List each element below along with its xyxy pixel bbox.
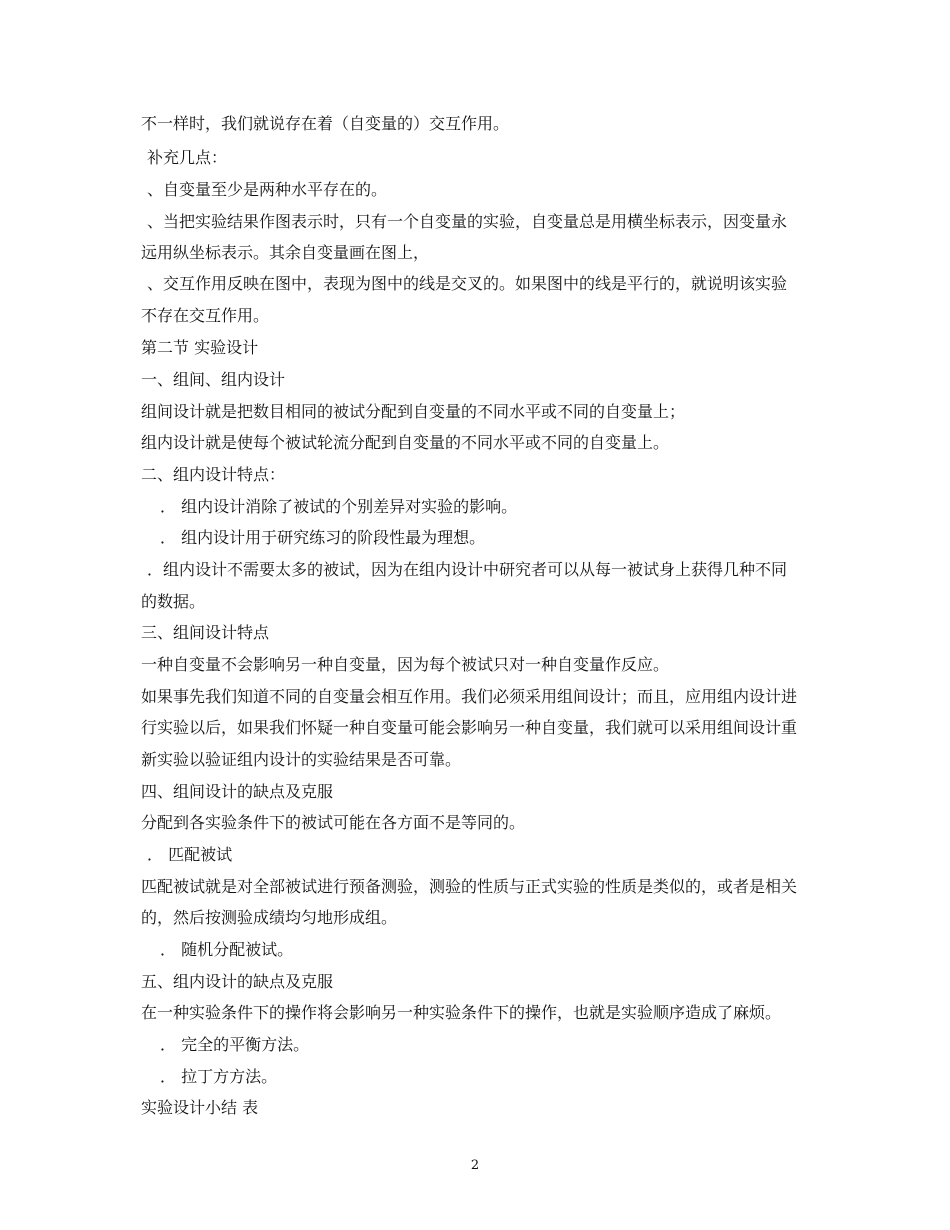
- list-item: 、交互作用反映在图中，表现为图中的线是交叉的。如果图中的线是平行的，就说明该实验: [147, 274, 788, 293]
- text-line: 不一样时，我们就说存在着（自变量的）交互作用。: [141, 114, 510, 133]
- text-line: 组间设计就是把数目相同的被试分配到自变量的不同水平或不同的自变量上；: [141, 402, 686, 421]
- text-line: 行实验以后，如果我们怀疑一种自变量可能会影响另一种自变量，我们就可以采用组间设计重: [141, 718, 798, 737]
- text-line: 一种自变量不会影响另一种自变量，因为每个被试只对一种自变量作反应。: [141, 655, 670, 674]
- section-heading: 五、组内设计的缺点及克服: [141, 972, 334, 991]
- text-line: 如果事先我们知道不同的自变量会相互作用。我们必须采用组间设计；而且，应用组内设计进: [141, 687, 798, 706]
- text-line: 实验设计小结 表: [141, 1098, 259, 1117]
- list-item: 、自变量至少是两种水平存在的。: [147, 180, 388, 199]
- text-line: 远用纵坐标表示。其余自变量画在图上，: [141, 243, 430, 262]
- list-item: 、当把实验结果作图表示时，只有一个自变量的实验，自变量总是用横坐标表示，因变量永: [147, 212, 788, 231]
- list-item: ． 组内设计用于研究练习的阶段性最为理想。: [160, 528, 486, 547]
- section-heading: 四、组间设计的缺点及克服: [141, 782, 334, 801]
- list-item: ． 拉丁方方法。: [160, 1067, 278, 1086]
- section-heading: 一、组间、组内设计: [141, 370, 286, 389]
- list-item: ．组内设计不需要太多的被试，因为在组内设计中研究者可以从每一被试身上获得几种不同: [147, 560, 788, 579]
- section-heading: 二、组内设计特点：: [141, 465, 286, 484]
- list-item: ． 组内设计消除了被试的个别差异对实验的影响。: [160, 497, 518, 516]
- text-line: 分配到各实验条件下的被试可能在各方面不是等同的。: [141, 813, 526, 832]
- text-line: 的，然后按测验成绩均匀地形成组。: [141, 908, 398, 927]
- text-line: 不存在交互作用。: [141, 306, 270, 325]
- section-heading: 第二节 实验设计: [141, 338, 259, 357]
- list-item: ． 匹配被试: [147, 845, 233, 864]
- text-line: 新实验以验证组内设计的实验结果是否可靠。: [141, 750, 462, 769]
- text-line: 在一种实验条件下的操作将会影响另一种实验条件下的操作，也就是实验顺序造成了麻烦。: [141, 1003, 782, 1022]
- page-number: 2: [470, 1158, 480, 1173]
- section-heading: 三、组间设计特点: [141, 623, 270, 642]
- text-line: 匹配被试就是对全部被试进行预备测验，测验的性质与正式实验的性质是类似的，或者是相关: [141, 877, 798, 896]
- text-line: 组内设计就是使每个被试轮流分配到自变量的不同水平或不同的自变量上。: [141, 433, 670, 452]
- text-line: 的数据。: [141, 592, 206, 611]
- text-line: 补充几点：: [147, 148, 228, 167]
- list-item: ． 随机分配被试。: [160, 940, 294, 959]
- list-item: ． 完全的平衡方法。: [160, 1035, 310, 1054]
